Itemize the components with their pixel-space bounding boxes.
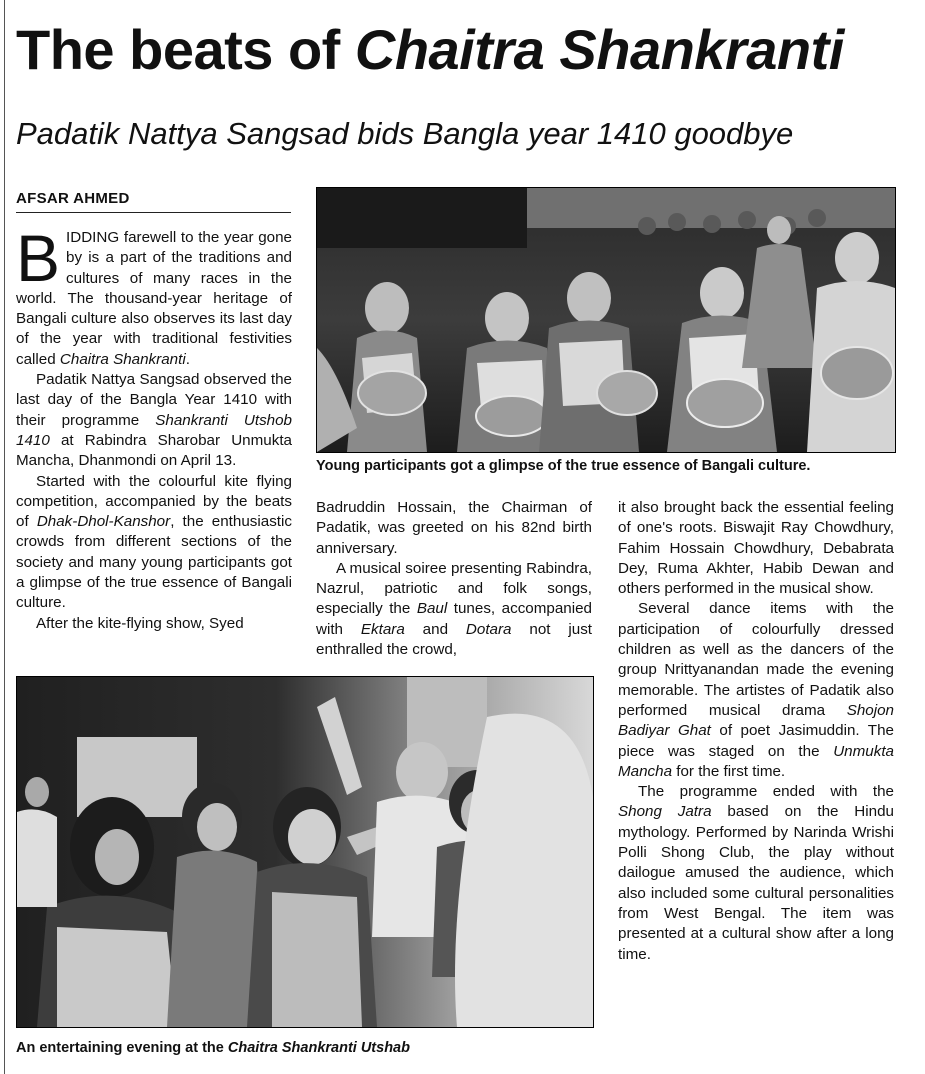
headline [16, 18, 844, 81]
column-3-paragraph-2-text: Several dance items with the participation of colourfully dressed children as well as the dancers of the group Nrittyanandan made the evening memorable. The artistes of Padatik also performed musical drama [618, 600, 894, 719]
paragraph-3 [16, 472, 292, 614]
paragraph-2 [16, 370, 292, 471]
headline-plain: The beats of [16, 18, 355, 81]
subheadline: Padatik Nattya Sangsad bids Bangla year 1410 goodbye [16, 116, 794, 151]
column-2-italic-baul: Baul [416, 600, 448, 618]
dancers-photo-image [317, 188, 895, 452]
paragraph-4: After the kite-flying show, Syed [36, 614, 244, 632]
column-3-paragraph-3 [618, 782, 894, 965]
paragraph-1-text: IDDING farewell to the year gone by is a part of the traditions and cultures of many races in the world. The thousand-year heritage of Bangali culture also observes its last day of the year with traditional festivities called [16, 229, 292, 368]
column-3-paragraph-3-end: based on the Hindu mythology. Performed by Narinda Wrishi Polli Shong Club, the play without dailogue amused the audience, which also included some cultural personalities from West Bengal. The item was presented at a cultural show after a long time. [618, 803, 894, 963]
column-3-paragraph-2-end: for the first time. [672, 762, 786, 780]
paragraph-3-italic: Dhak-Dhol-Kanshor [36, 513, 171, 531]
article-column-1 [16, 221, 293, 634]
column-2-italic-ektara: Ektara [360, 620, 405, 638]
paragraph-1-italic: Chaitra Shankranti [59, 350, 186, 368]
paragraph-2-italic: Shankranti Utshob 1410 [16, 411, 293, 449]
paragraph-3-end: , the enthusiastic crowds from different sections of the society and many young participants got a glimpse of the true essence of Bangali culture. [16, 513, 292, 612]
article-column-3 [618, 498, 894, 965]
paragraph-2-text: Padatik Nattya Sangsad observed the last day of the Bangla Year 1410 with their programme [16, 371, 292, 429]
column-2-paragraph-2-and: and [404, 620, 466, 638]
headline-italic: Chaitra Shankranti [354, 18, 844, 81]
celebration-photo-image [17, 677, 593, 1027]
paragraph-2-end: at Rabindra Sharobar Unmukta Mancha, Dhanmondi on April 13. [16, 431, 292, 470]
celebration-photo [16, 676, 594, 1028]
byline: AFSAR AHMED [16, 190, 291, 213]
top-photo-caption: Young participants got a glimpse of the true essence of Bangali culture. [316, 458, 811, 474]
bottom-caption-text: An entertaining evening at the [16, 1040, 228, 1056]
drop-cap: B [16, 221, 61, 295]
column-3-paragraph-3-text: The programme ended with the [638, 783, 894, 801]
left-column-rule [4, 0, 5, 1074]
column-3-paragraph-2-mid: of poet Jasimuddin. The piece was staged on the [618, 722, 894, 760]
paragraph-3-text: Started with the colourful kite flying competition, accompanied by the beats of [16, 472, 292, 531]
column-3-paragraph-1: it also brought back the essential feeling of one's roots. Biswajit Ray Chowdhury, Fahim Hossain Chowdhury, Debabrata Dey, Ruma Akhter, Habib Dewan and others performed in the musical show. [618, 499, 894, 598]
column-3-italic-drama: Shojon Badiyar Ghat [618, 701, 894, 740]
column-3-italic-shong-jatra: Shong Jatra [618, 803, 712, 821]
column-2-italic-dotara: Dotara [465, 620, 512, 638]
column-3-paragraph-2 [618, 599, 894, 782]
paragraph-1 [16, 221, 292, 370]
column-2-paragraph-2 [316, 559, 592, 660]
bottom-caption-italic: Chaitra Shankranti Utshab [227, 1040, 410, 1056]
dancers-photo [316, 187, 896, 453]
paragraph-1-end: . [185, 350, 190, 368]
bottom-photo-caption [16, 1040, 410, 1056]
column-2-paragraph-2-mid: tunes, accompanied with [316, 600, 592, 638]
column-2-paragraph-1: Badruddin Hossain, the Chairman of Padatik, was greeted on his 82nd birth anniversary. [316, 499, 592, 557]
column-2-paragraph-2-text: A musical soiree presenting Rabindra, Nazrul, patriotic and folk songs, especially the [316, 559, 592, 618]
column-2-paragraph-2-end: not just enthralled the crowd, [316, 620, 593, 659]
column-3-italic-mancha: Unmukta Mancha [618, 742, 894, 780]
article-column-2 [316, 498, 592, 660]
